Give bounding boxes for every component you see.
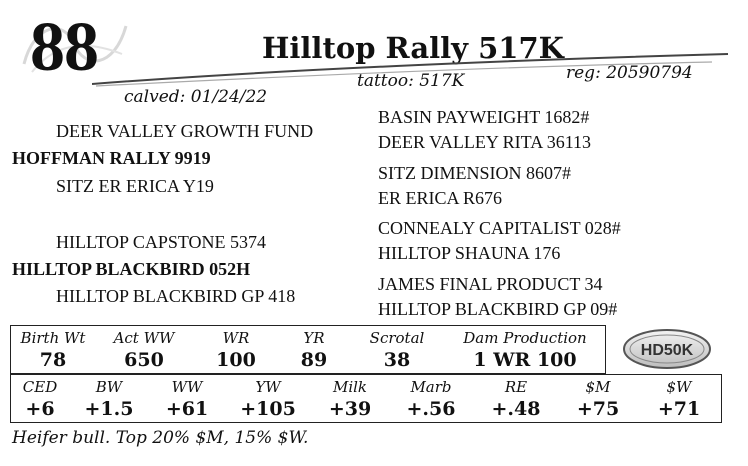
sire-sire: DEER VALLEY GROWTH FUND <box>56 121 314 141</box>
header-ww: WW <box>171 378 203 396</box>
registration-number: reg: 20590794 <box>566 63 693 83</box>
lot-number: 88 <box>30 9 98 86</box>
epd-value-row <box>11 397 721 421</box>
performance-table <box>10 325 606 374</box>
value-milk: +39 <box>328 398 372 420</box>
badge-label: HD50K <box>640 342 694 359</box>
pedigree-ancestor: DEER VALLEY RITA 36113 <box>378 132 592 152</box>
hd50k-logo-icon <box>622 328 712 370</box>
header-scrotal: Scrotal <box>369 329 425 347</box>
pedigree-ancestor: ER ERICA R676 <box>378 188 503 208</box>
value-scrotal: 38 <box>383 349 411 371</box>
pedigree-ancestor: HILLTOP BLACKBIRD GP 09# <box>378 299 618 319</box>
animal-name: Hilltop Rally 517K <box>262 31 564 65</box>
header-bw: BW <box>95 378 123 396</box>
value-yr: 89 <box>300 349 328 371</box>
calved-date: calved: 01/24/22 <box>124 87 268 107</box>
value-ced: +6 <box>25 398 55 420</box>
value-m-index: +75 <box>576 398 620 420</box>
comment-text: Heifer bull. Top 20% $M, 15% $W. <box>12 428 309 448</box>
dam-dam: HILLTOP BLACKBIRD GP 418 <box>56 286 296 306</box>
dam: HILLTOP BLACKBIRD 052H <box>12 259 251 279</box>
header-yw: YW <box>255 378 281 396</box>
sire: HOFFMAN RALLY 9919 <box>12 148 211 168</box>
value-yw: +105 <box>240 398 296 420</box>
value-act-ww: 650 <box>124 349 164 371</box>
tattoo: tattoo: 517K <box>357 71 465 91</box>
value-re: +.48 <box>491 398 541 420</box>
epd-table <box>10 374 722 423</box>
header-m-index: $M <box>585 378 611 396</box>
value-birth-wt: 78 <box>39 349 67 371</box>
value-bw: +1.5 <box>84 398 134 420</box>
value-dam-production: 1 WR 100 <box>473 349 577 371</box>
header-birth-wt: Birth Wt <box>20 329 86 347</box>
pedigree-ancestor: CONNEALY CAPITALIST 028# <box>378 218 621 238</box>
header-milk: Milk <box>332 378 368 396</box>
value-ww: +61 <box>165 398 209 420</box>
pedigree-ancestor: JAMES FINAL PRODUCT 34 <box>378 274 603 294</box>
pedigree-ancestor: BASIN PAYWEIGHT 1682# <box>378 107 590 127</box>
header-yr: YR <box>303 329 325 347</box>
header-dam-production: Dam Production <box>463 329 587 347</box>
value-marb: +.56 <box>406 398 456 420</box>
value-wr: 100 <box>216 349 256 371</box>
pedigree-ancestor: HILLTOP SHAUNA 176 <box>378 243 561 263</box>
header-act-ww: Act WW <box>113 329 175 347</box>
header-ced: CED <box>22 378 58 396</box>
header-re: RE <box>504 378 528 396</box>
header-marb: Marb <box>410 378 452 396</box>
dam-sire: HILLTOP CAPSTONE 5374 <box>56 232 267 252</box>
epd-header-row <box>11 377 721 397</box>
header-wr: WR <box>222 329 250 347</box>
pedigree-ancestor: SITZ DIMENSION 8607# <box>378 163 571 183</box>
header-w-index: $W <box>666 378 692 396</box>
performance-header-row <box>11 328 605 348</box>
value-w-index: +71 <box>657 398 701 420</box>
performance-value-row <box>11 348 605 372</box>
sire-dam: SITZ ER ERICA Y19 <box>56 176 214 196</box>
